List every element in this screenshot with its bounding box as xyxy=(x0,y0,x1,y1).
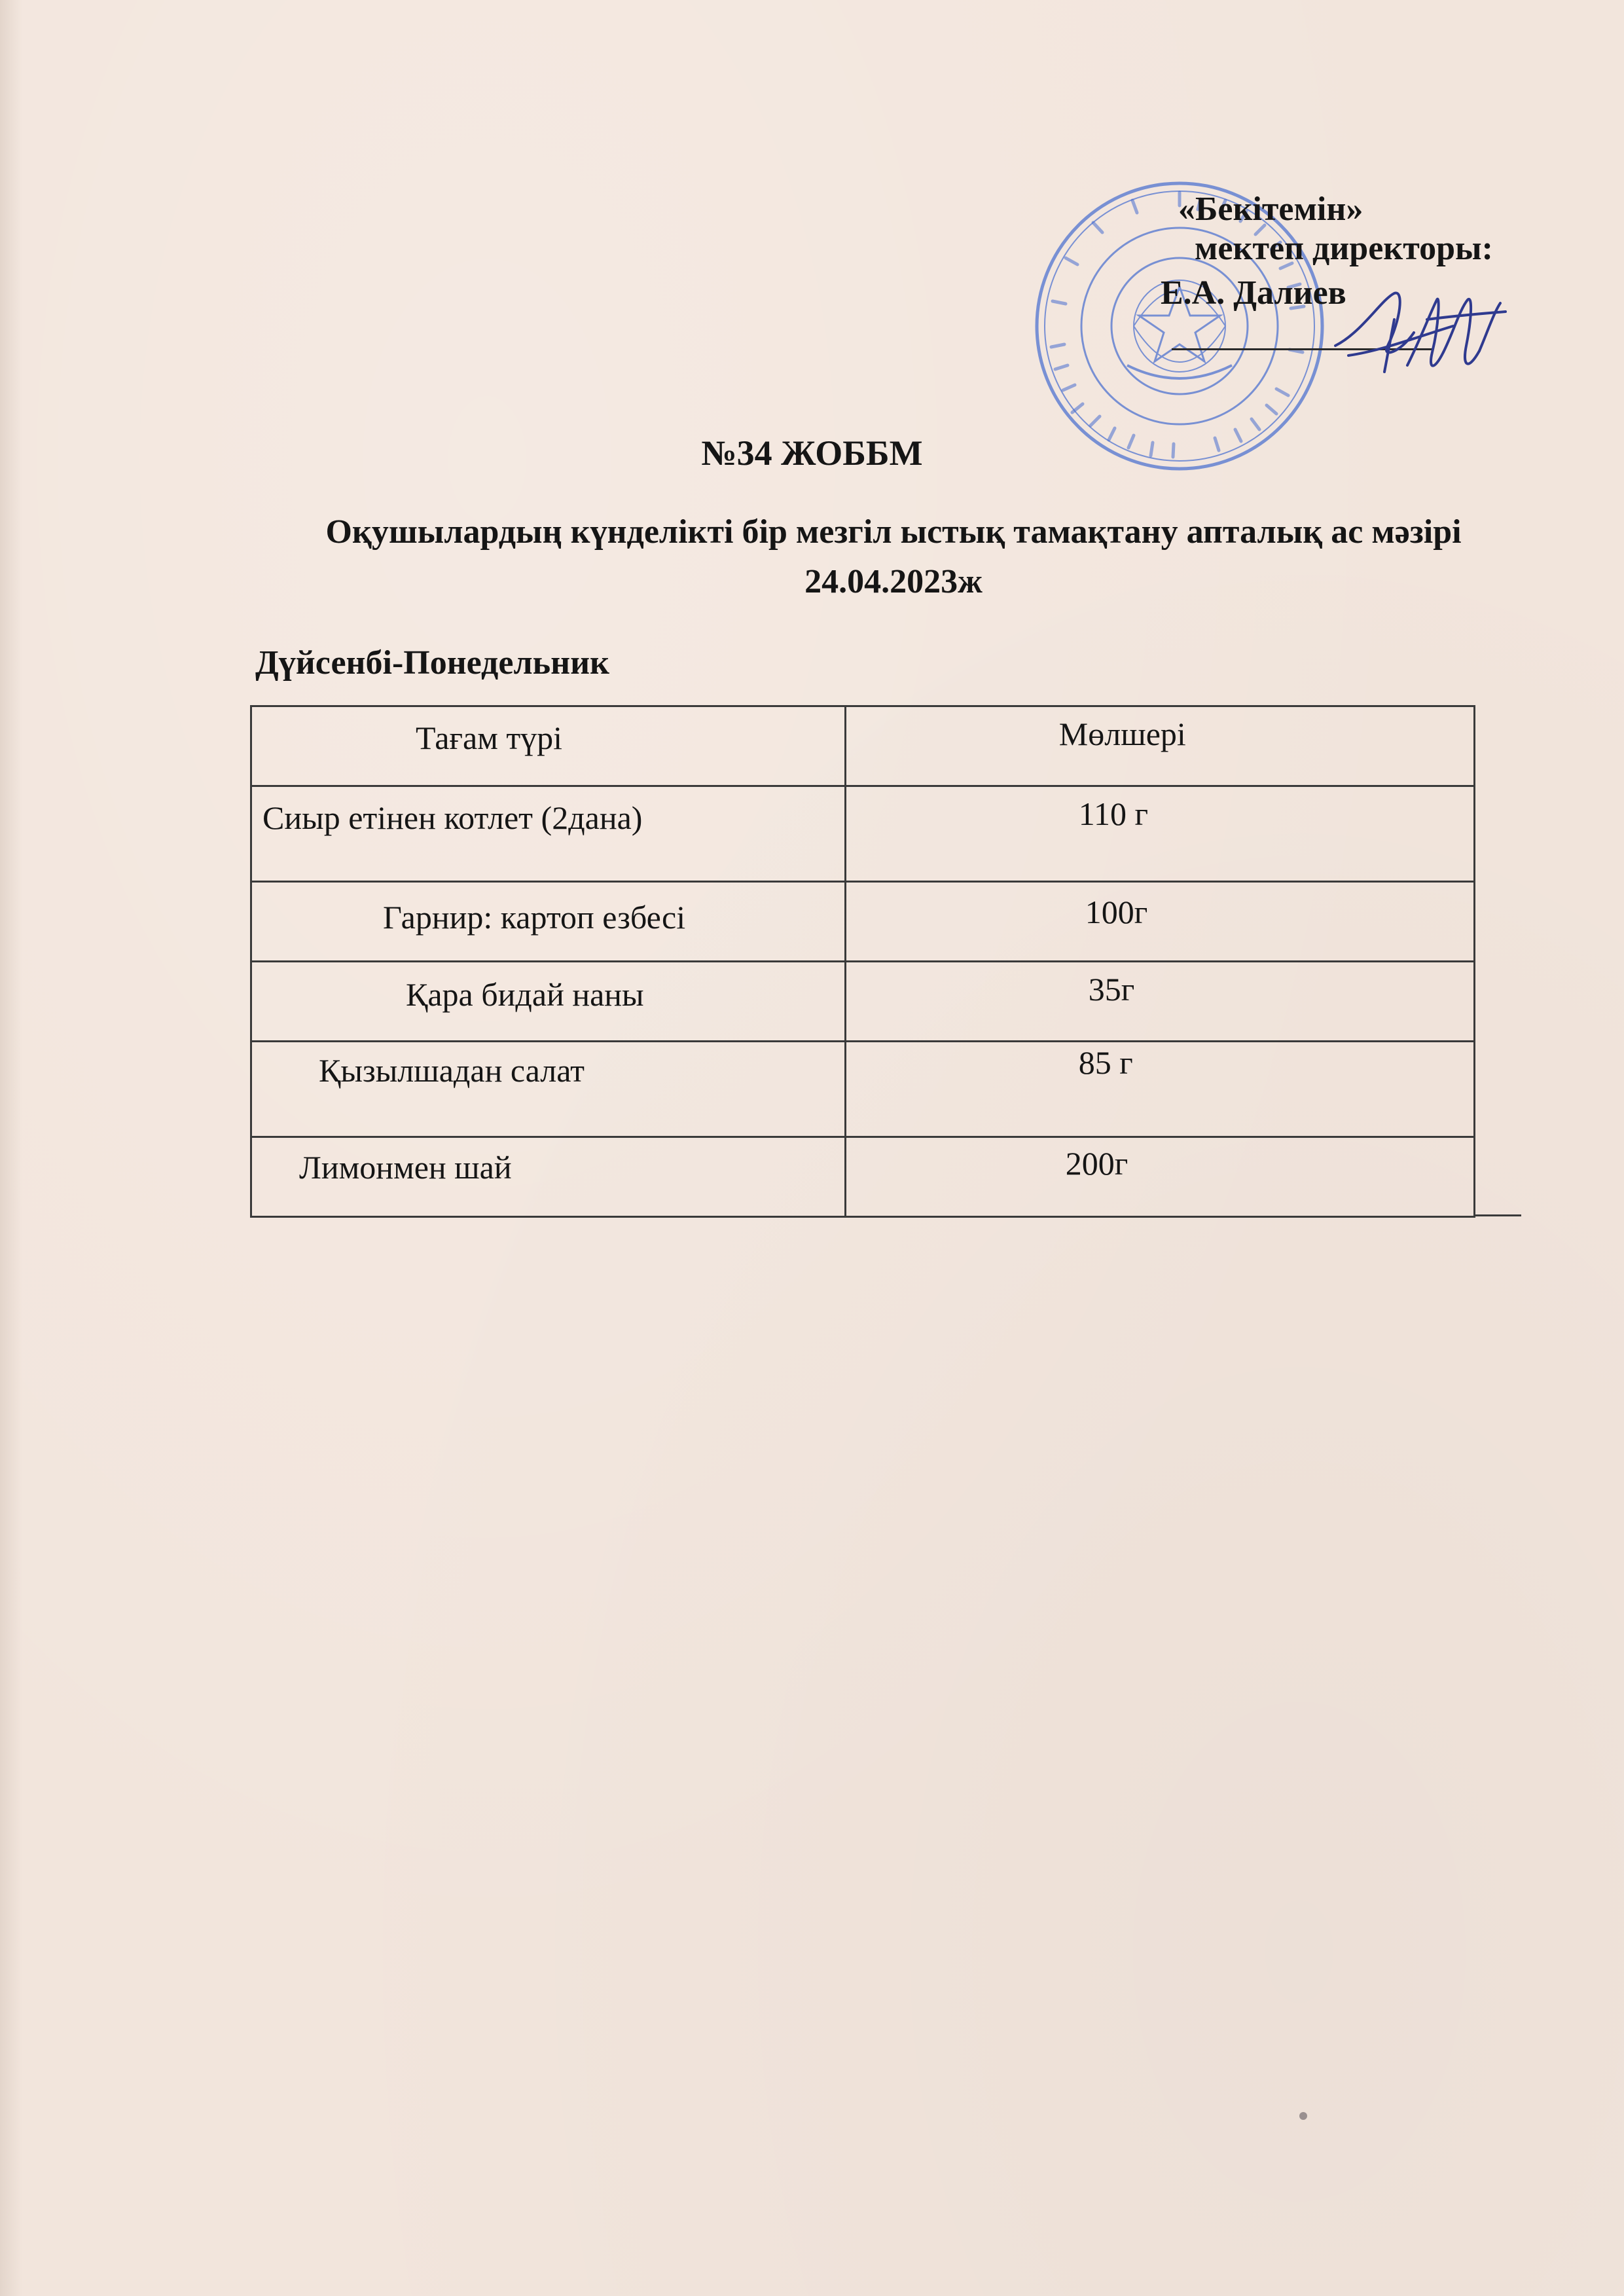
table-cell xyxy=(845,1042,1474,1137)
table-row xyxy=(251,882,1475,962)
school-title: №34 ЖОББМ xyxy=(701,433,923,473)
menu-table xyxy=(250,705,1475,1218)
table-cell xyxy=(251,786,846,882)
table-cell xyxy=(251,1137,846,1217)
food-amount: 85 г xyxy=(1078,1044,1133,1081)
day-label: Дүйсенбі-Понедельник xyxy=(255,644,609,682)
table-header-cell xyxy=(251,706,846,786)
director-name: Е.А. Далиев xyxy=(1161,274,1346,312)
table-row xyxy=(251,962,1475,1042)
table-row xyxy=(251,786,1475,882)
column-header-amount: Мөлшері xyxy=(1058,716,1186,752)
food-name: Қызылшадан салат xyxy=(319,1052,585,1089)
table-trailing-rule xyxy=(1475,1214,1521,1216)
approval-title: «Бекітемін» xyxy=(1178,191,1363,228)
table-header-row xyxy=(251,706,1475,786)
table-cell xyxy=(251,1042,846,1137)
food-amount: 100г xyxy=(1085,894,1148,930)
table-cell xyxy=(251,882,846,962)
food-name: Гарнир: картоп езбесі xyxy=(383,899,686,936)
table-header-cell xyxy=(845,706,1474,786)
food-name: Лимонмен шай xyxy=(299,1149,512,1186)
food-amount: 200г xyxy=(1065,1145,1128,1182)
table-row xyxy=(251,1042,1475,1137)
column-header-food: Тағам түрі xyxy=(416,720,563,756)
table-cell xyxy=(251,962,846,1042)
menu-title: Оқушылардың күнделікті бір мезгіл ыстық тамақтану апталық ас мәзірі xyxy=(325,513,1462,551)
table-cell xyxy=(845,786,1474,882)
food-name: Қара бидай наны xyxy=(406,976,644,1013)
scan-shadow-edge xyxy=(0,0,22,2296)
menu-date: 24.04.2023ж xyxy=(804,563,983,600)
signature-icon xyxy=(1322,274,1519,398)
food-amount: 35г xyxy=(1088,971,1135,1008)
table-cell xyxy=(845,1137,1474,1217)
table-row xyxy=(251,1137,1475,1217)
food-name: Сиыр етінен котлет (2дана) xyxy=(262,799,643,836)
scan-speck xyxy=(1299,2112,1307,2120)
approval-role: мектеп директоры: xyxy=(1195,230,1493,267)
table-cell xyxy=(845,962,1474,1042)
table-cell xyxy=(845,882,1474,962)
food-amount: 110 г xyxy=(1078,795,1148,832)
